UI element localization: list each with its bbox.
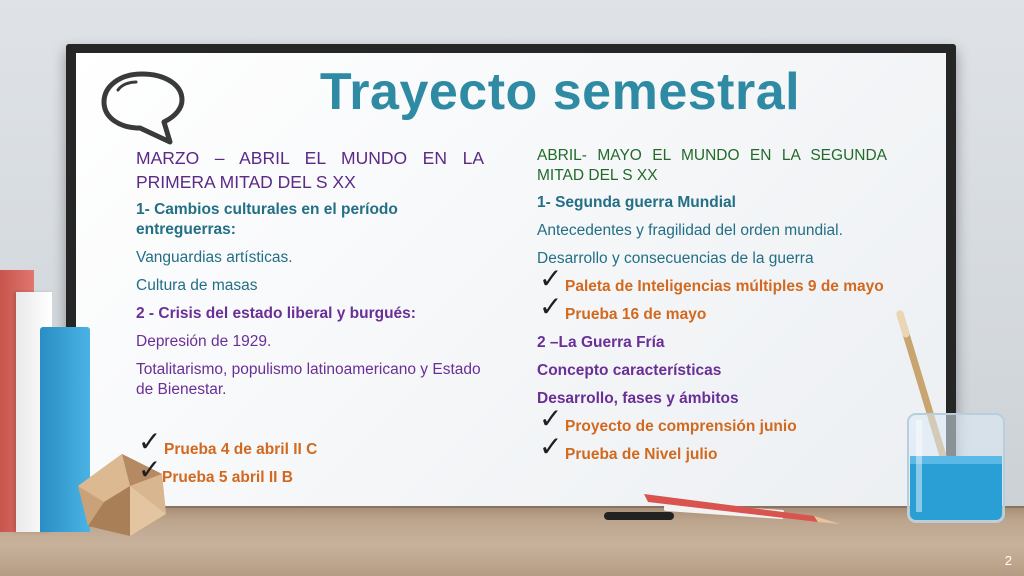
right-item-1b: Desarrollo y consecuencias de la guerra [537, 250, 814, 267]
speech-bubble-icon [96, 66, 188, 148]
right-check-4-label: Prueba de Nivel julio [565, 446, 718, 463]
right-check-3-label: Proyecto de comprensión junio [565, 418, 797, 435]
right-item-2b: Desarrollo, fases y ámbitos [537, 390, 739, 407]
left-heading: MARZO – ABRIL EL MUNDO EN LA PRIMERA MITAD DEL S XX [136, 148, 484, 192]
right-check-2-label: Prueba 16 de mayo [565, 306, 707, 323]
right-check-4 [537, 430, 887, 465]
right-item-1: 1- Segunda guerra Mundial [537, 194, 736, 211]
pencil-and-chalk [604, 490, 844, 530]
page-number: 2 [1004, 553, 1012, 568]
right-check-2 [537, 290, 887, 325]
left-item-1a: Vanguardias artísticas. [136, 249, 293, 266]
right-heading: ABRIL- MAYO EL MUNDO EN LA SEGUNDA MITAD DEL S XX [537, 147, 887, 184]
check-icon: ✓ [539, 430, 563, 463]
slide-title: Trayecto semestral [319, 63, 801, 121]
check-icon: ✓ [539, 262, 563, 295]
left-check-1-label: Prueba 4 de abril II C [164, 441, 318, 458]
right-check-1 [537, 262, 887, 297]
right-column [537, 146, 887, 473]
right-check-1-label: Paleta de Inteligencias múltiples 9 de mayo [565, 278, 884, 295]
check-icon: ✓ [539, 290, 563, 323]
right-item-2a: Concepto características [537, 362, 722, 379]
check-icon: ✓ [138, 425, 162, 458]
left-item-2b: Totalitarismo, populismo latinoamericano y Estado de Bienestar. [136, 361, 481, 398]
check-icon: ✓ [539, 402, 563, 435]
water-jar [902, 408, 1010, 526]
left-item-2: 2 - Crisis del estado liberal y burgués: [136, 305, 416, 322]
left-check-2 [136, 453, 484, 488]
left-item-1b: Cultura de masas [136, 277, 258, 294]
left-item-2a: Depresión de 1929. [136, 333, 272, 350]
right-check-3 [537, 402, 887, 437]
left-check-2-label: Prueba 5 abril II B [162, 469, 293, 486]
check-icon: ✓ [138, 453, 162, 486]
left-check-1 [136, 425, 484, 460]
right-item-1a: Antecedentes y fragilidad del orden mundial. [537, 222, 843, 239]
left-item-1: 1- Cambios culturales en el período entreguerras: [136, 201, 398, 238]
left-column [136, 146, 484, 496]
right-item-2: 2 –La Guerra Fría [537, 334, 665, 351]
